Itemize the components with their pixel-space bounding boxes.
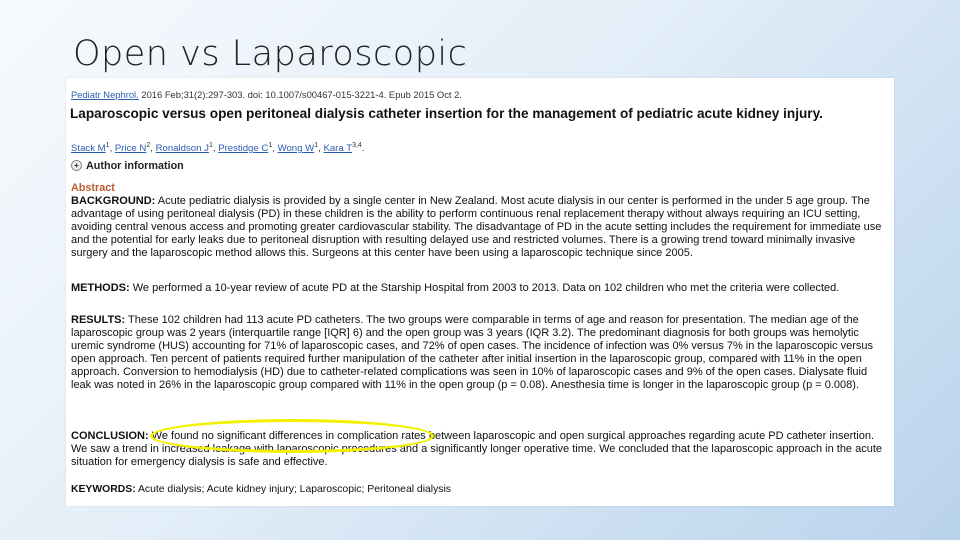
abstract-heading: Abstract xyxy=(71,182,115,194)
author-affiliation: 2 xyxy=(146,142,151,149)
abstract-screenshot xyxy=(66,78,894,506)
journal-link[interactable]: Pediatr Nephrol. xyxy=(71,89,139,100)
author-link[interactable]: Stack M xyxy=(71,143,106,155)
author-affiliation: 3,4 xyxy=(352,142,362,149)
background-section xyxy=(71,195,883,260)
author-link[interactable]: Wong W xyxy=(277,143,315,155)
section-text: We performed a 10-year review of acute PD at the Starship Hospital from 2003 to 2013. Data on 102 children who met the criteria were collected. xyxy=(129,282,840,294)
section-label: CONCLUSION: xyxy=(71,430,149,442)
section-text: We found no significant differences in complication rates between laparoscopic and open surgical approaches regarding acute PD catheter insertion. We saw a trend in increased leakage with laparoscopic procedures and a significantly longer operative time. We concluded that the laparoscopic approach in the acute situation for emergency dialysis is safe and effective. xyxy=(71,430,883,468)
section-label: BACKGROUND: xyxy=(71,195,156,207)
author-affiliation: 1 xyxy=(208,142,213,149)
citation-details: 2016 Feb;31(2):297-303. doi: 10.1007/s00467-015-3221-4. Epub 2015 Oct 2. xyxy=(138,89,462,100)
results-section xyxy=(71,314,883,391)
author-link[interactable]: Ronaldson J xyxy=(155,143,209,155)
author-affiliation: 1 xyxy=(314,142,319,149)
section-label: KEYWORDS: xyxy=(71,484,136,495)
expand-plus-icon[interactable]: + xyxy=(71,160,82,171)
section-label: METHODS: xyxy=(71,282,130,294)
section-text: Acute dialysis; Acute kidney injury; Laparoscopic; Peritoneal dialysis xyxy=(135,484,452,495)
paper-title: Laparoscopic versus open peritoneal dialysis catheter insertion for the management of pediatric acute kidney injury. xyxy=(70,106,823,121)
highlight-ellipse xyxy=(150,419,434,453)
author-link[interactable]: Price N xyxy=(114,143,147,155)
author-information-toggle[interactable] xyxy=(71,160,184,172)
author-link[interactable]: Kara T xyxy=(323,143,353,155)
author-list: Stack $M^1$, Price $N^2$, Ronaldson $J^1$, Prestidge $C^1$, Wong $W^1$, Kara T$^{3,4}$. xyxy=(71,142,365,155)
section-text: Acute pediatric dialysis is provided by a single center in New Zealand. Most acute dialysis in our center is performed in the under 5 age group. The advantage of using peritoneal dialysis (PD) in these children is the ability to perform continuous renal replacement therapy without always requiring an ICU setting, avoiding central venous access and promoting greater cardiovascular stability. The disadvantage of PD in the acute setting includes the requirement for immediate use and the potential for early leaks due to peritoneal disruption with resulting delayed use and restricted volumes. There is a growing trend toward minimally invasive surgery and the laparoscopic method allows this. Surgeons at this center have been using a laparoscopic technique since 2005. xyxy=(71,195,882,259)
section-text: These 102 children had 113 acute PD catheters. The two groups were comparable in terms of age and reason for presentation. The median age of the laparoscopic group was 2 years (interquartile range [IQR] 6) and the open group was 3 years (IQR 3.2). The predominant diagnosis for both groups was hemolytic uremic syndrome (HUS) accounting for 71% of laparoscopic cases, and 72% of open cases. The incidence of infection was 0% versus 7% in the laparoscopic versus open approach. Ten percent of patients required further manipulation of the catheter after initial insertion in the laparoscopic group, compared with 11% in the open approach. Conversion to hemodialysis (HD) due to catheter-related complications was seen in 10% of laparoscopic cases and 9% of the open cases. Dialysate fluid leak was noted in 26% in the laparoscopic group compared with 11% in the open group (p = 0.08). Anesthesia time is longer in the laparoscopic group (p = 0.008). xyxy=(71,314,873,391)
author-link[interactable]: Prestidge C xyxy=(218,143,269,155)
section-label: RESULTS: xyxy=(71,314,126,326)
author-affiliation: 1 xyxy=(105,142,110,149)
citation xyxy=(71,89,462,100)
author-information-label: Author information xyxy=(86,160,184,172)
methods-section xyxy=(71,282,883,295)
author-affiliation: 1 xyxy=(268,142,273,149)
keywords-section xyxy=(71,484,883,497)
slide-title: Open vs Laparoscopic xyxy=(73,34,468,74)
